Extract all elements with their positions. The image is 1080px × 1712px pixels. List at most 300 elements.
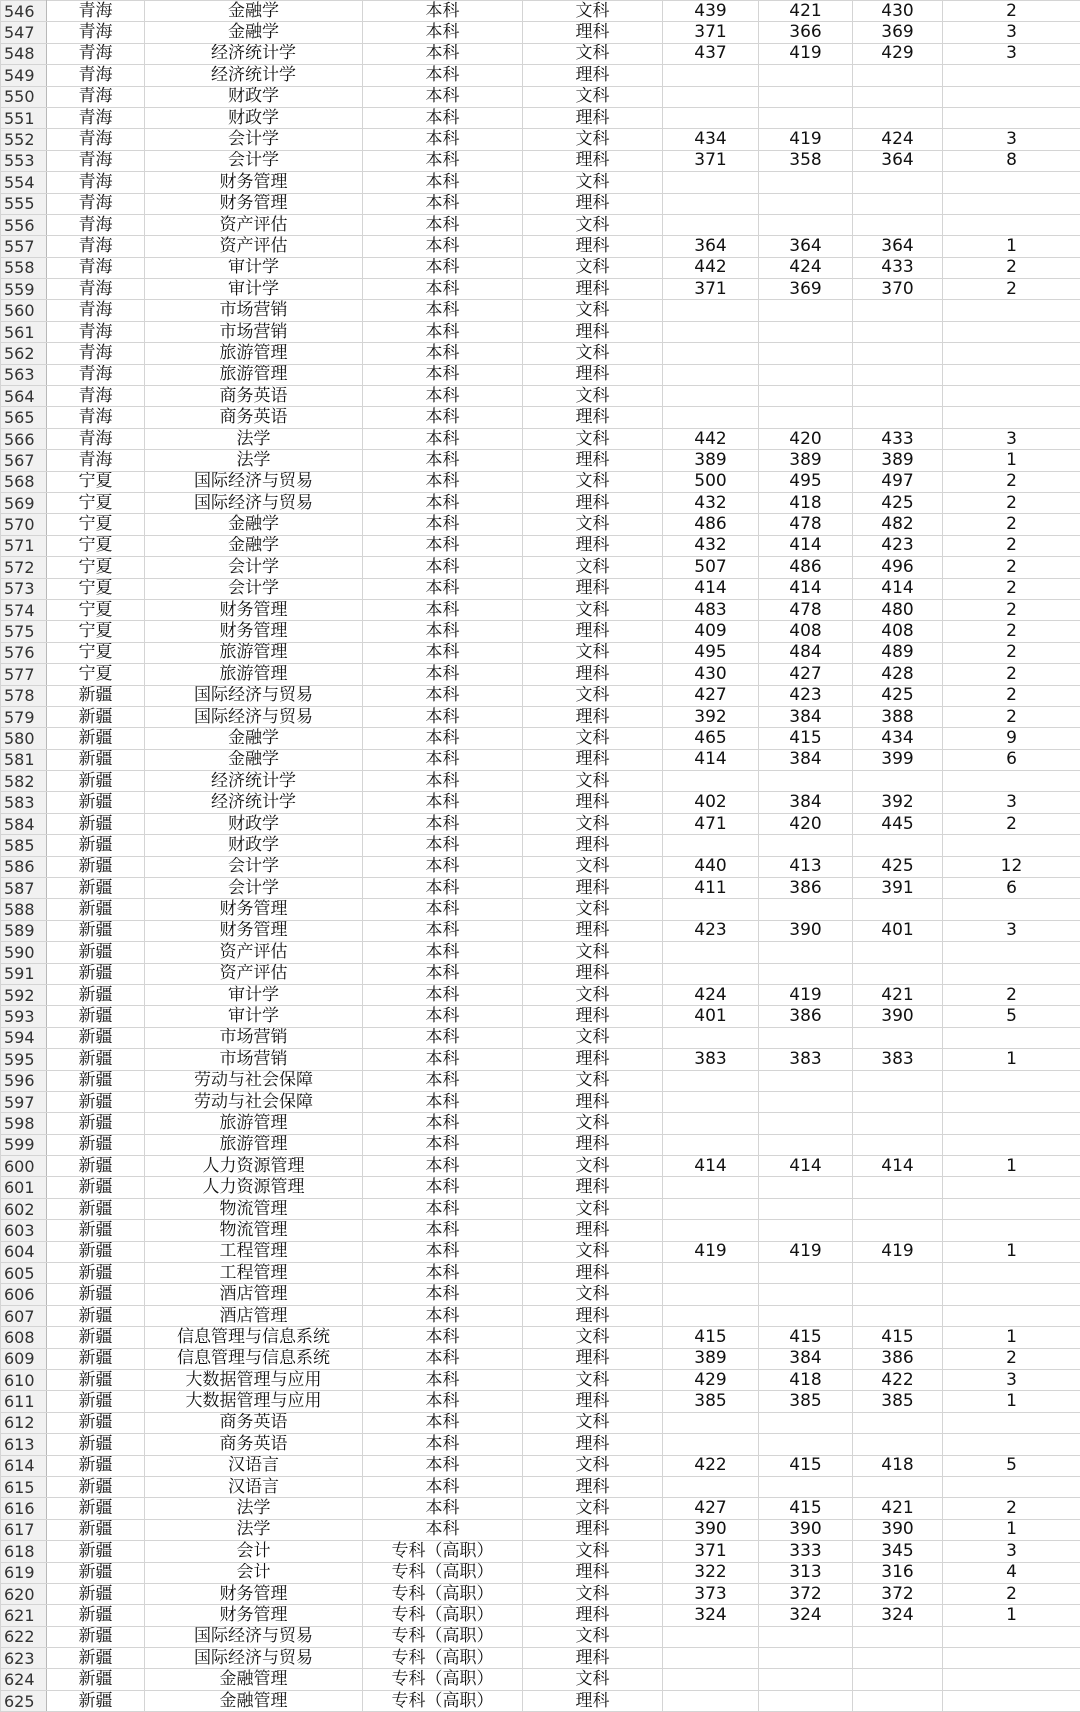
max-score-cell[interactable]: 483 xyxy=(663,599,759,620)
row-number-cell[interactable]: 595 xyxy=(1,1049,47,1070)
count-cell[interactable] xyxy=(943,963,1080,984)
track-cell[interactable]: 文科 xyxy=(523,1541,663,1562)
province-cell[interactable]: 新疆 xyxy=(47,1519,145,1540)
major-cell[interactable]: 商务英语 xyxy=(145,407,363,428)
track-cell[interactable]: 理科 xyxy=(523,1134,663,1155)
count-cell[interactable]: 3 xyxy=(943,22,1080,43)
major-cell[interactable]: 国际经济与贸易 xyxy=(145,492,363,513)
max-score-cell[interactable]: 434 xyxy=(663,129,759,150)
row-number-cell[interactable]: 621 xyxy=(1,1605,47,1626)
row-number-cell[interactable]: 555 xyxy=(1,193,47,214)
max-score-cell[interactable]: 465 xyxy=(663,728,759,749)
row-number-cell[interactable]: 554 xyxy=(1,172,47,193)
count-cell[interactable]: 2 xyxy=(943,578,1080,599)
row-number-cell[interactable]: 607 xyxy=(1,1305,47,1326)
min-score-cell[interactable] xyxy=(759,343,853,364)
province-cell[interactable]: 新疆 xyxy=(47,1391,145,1412)
major-cell[interactable]: 酒店管理 xyxy=(145,1284,363,1305)
count-cell[interactable] xyxy=(943,343,1080,364)
track-cell[interactable]: 文科 xyxy=(523,471,663,492)
major-cell[interactable]: 会计学 xyxy=(145,578,363,599)
track-cell[interactable]: 理科 xyxy=(523,835,663,856)
count-cell[interactable] xyxy=(943,1177,1080,1198)
province-cell[interactable]: 新疆 xyxy=(47,1669,145,1690)
min-score-cell[interactable]: 324 xyxy=(759,1605,853,1626)
max-score-cell[interactable]: 439 xyxy=(663,1,759,22)
count-cell[interactable] xyxy=(943,899,1080,920)
min-score-cell[interactable] xyxy=(759,1648,853,1669)
level-cell[interactable]: 专科（高职） xyxy=(363,1562,523,1583)
major-cell[interactable]: 国际经济与贸易 xyxy=(145,706,363,727)
count-cell[interactable] xyxy=(943,65,1080,86)
major-cell[interactable]: 财务管理 xyxy=(145,899,363,920)
count-cell[interactable]: 2 xyxy=(943,535,1080,556)
count-cell[interactable] xyxy=(943,1134,1080,1155)
level-cell[interactable]: 本科 xyxy=(363,899,523,920)
min-score-cell[interactable] xyxy=(759,899,853,920)
level-cell[interactable]: 本科 xyxy=(363,1434,523,1455)
level-cell[interactable]: 本科 xyxy=(363,1241,523,1262)
level-cell[interactable]: 本科 xyxy=(363,557,523,578)
row-number-cell[interactable]: 625 xyxy=(1,1690,47,1711)
province-cell[interactable]: 青海 xyxy=(47,450,145,471)
row-number-cell[interactable]: 550 xyxy=(1,86,47,107)
avg-score-cell[interactable]: 421 xyxy=(853,984,943,1005)
avg-score-cell[interactable] xyxy=(853,1113,943,1134)
count-cell[interactable] xyxy=(943,300,1080,321)
row-number-cell[interactable]: 609 xyxy=(1,1348,47,1369)
avg-score-cell[interactable]: 408 xyxy=(853,621,943,642)
major-cell[interactable]: 会计学 xyxy=(145,129,363,150)
province-cell[interactable]: 宁夏 xyxy=(47,514,145,535)
count-cell[interactable] xyxy=(943,214,1080,235)
count-cell[interactable]: 2 xyxy=(943,1498,1080,1519)
avg-score-cell[interactable] xyxy=(853,343,943,364)
level-cell[interactable]: 本科 xyxy=(363,535,523,556)
major-cell[interactable]: 金融学 xyxy=(145,535,363,556)
major-cell[interactable]: 汉语言 xyxy=(145,1476,363,1497)
row-number-cell[interactable]: 575 xyxy=(1,621,47,642)
major-cell[interactable]: 财务管理 xyxy=(145,599,363,620)
avg-score-cell[interactable]: 425 xyxy=(853,856,943,877)
min-score-cell[interactable]: 415 xyxy=(759,1455,853,1476)
row-number-cell[interactable]: 599 xyxy=(1,1134,47,1155)
major-cell[interactable]: 市场营销 xyxy=(145,1049,363,1070)
count-cell[interactable]: 8 xyxy=(943,150,1080,171)
count-cell[interactable]: 2 xyxy=(943,664,1080,685)
row-number-cell[interactable]: 608 xyxy=(1,1327,47,1348)
max-score-cell[interactable] xyxy=(663,1690,759,1711)
province-cell[interactable]: 新疆 xyxy=(47,920,145,941)
major-cell[interactable]: 旅游管理 xyxy=(145,1113,363,1134)
count-cell[interactable]: 2 xyxy=(943,1348,1080,1369)
track-cell[interactable]: 文科 xyxy=(523,1498,663,1519)
province-cell[interactable]: 新疆 xyxy=(47,1198,145,1219)
major-cell[interactable]: 旅游管理 xyxy=(145,642,363,663)
avg-score-cell[interactable] xyxy=(853,1412,943,1433)
max-score-cell[interactable] xyxy=(663,899,759,920)
province-cell[interactable]: 青海 xyxy=(47,343,145,364)
count-cell[interactable]: 3 xyxy=(943,129,1080,150)
row-number-cell[interactable]: 614 xyxy=(1,1455,47,1476)
min-score-cell[interactable]: 414 xyxy=(759,535,853,556)
major-cell[interactable]: 金融学 xyxy=(145,22,363,43)
major-cell[interactable]: 经济统计学 xyxy=(145,65,363,86)
track-cell[interactable]: 文科 xyxy=(523,300,663,321)
count-cell[interactable]: 2 xyxy=(943,685,1080,706)
track-cell[interactable]: 理科 xyxy=(523,920,663,941)
track-cell[interactable]: 理科 xyxy=(523,1519,663,1540)
row-number-cell[interactable]: 603 xyxy=(1,1220,47,1241)
avg-score-cell[interactable]: 423 xyxy=(853,535,943,556)
province-cell[interactable]: 新疆 xyxy=(47,1241,145,1262)
row-number-cell[interactable]: 553 xyxy=(1,150,47,171)
level-cell[interactable]: 本科 xyxy=(363,279,523,300)
avg-score-cell[interactable]: 389 xyxy=(853,450,943,471)
min-score-cell[interactable]: 383 xyxy=(759,1049,853,1070)
major-cell[interactable]: 法学 xyxy=(145,1498,363,1519)
major-cell[interactable]: 商务英语 xyxy=(145,386,363,407)
max-score-cell[interactable]: 371 xyxy=(663,150,759,171)
count-cell[interactable] xyxy=(943,1648,1080,1669)
count-cell[interactable]: 2 xyxy=(943,1583,1080,1604)
track-cell[interactable]: 理科 xyxy=(523,492,663,513)
level-cell[interactable]: 本科 xyxy=(363,1476,523,1497)
avg-score-cell[interactable]: 480 xyxy=(853,599,943,620)
count-cell[interactable] xyxy=(943,1027,1080,1048)
max-score-cell[interactable]: 402 xyxy=(663,792,759,813)
province-cell[interactable]: 青海 xyxy=(47,279,145,300)
major-cell[interactable]: 财政学 xyxy=(145,107,363,128)
province-cell[interactable]: 新疆 xyxy=(47,942,145,963)
track-cell[interactable]: 文科 xyxy=(523,813,663,834)
avg-score-cell[interactable]: 372 xyxy=(853,1583,943,1604)
province-cell[interactable]: 新疆 xyxy=(47,1070,145,1091)
avg-score-cell[interactable]: 419 xyxy=(853,1241,943,1262)
min-score-cell[interactable] xyxy=(759,1434,853,1455)
track-cell[interactable]: 理科 xyxy=(523,878,663,899)
count-cell[interactable]: 3 xyxy=(943,43,1080,64)
level-cell[interactable]: 本科 xyxy=(363,1027,523,1048)
province-cell[interactable]: 青海 xyxy=(47,193,145,214)
avg-score-cell[interactable] xyxy=(853,942,943,963)
count-cell[interactable] xyxy=(943,1626,1080,1647)
track-cell[interactable]: 理科 xyxy=(523,150,663,171)
province-cell[interactable]: 宁夏 xyxy=(47,599,145,620)
level-cell[interactable]: 本科 xyxy=(363,1370,523,1391)
count-cell[interactable]: 1 xyxy=(943,450,1080,471)
row-number-cell[interactable]: 577 xyxy=(1,664,47,685)
major-cell[interactable]: 酒店管理 xyxy=(145,1305,363,1326)
count-cell[interactable] xyxy=(943,1284,1080,1305)
track-cell[interactable]: 文科 xyxy=(523,1327,663,1348)
max-score-cell[interactable]: 500 xyxy=(663,471,759,492)
level-cell[interactable]: 本科 xyxy=(363,1113,523,1134)
count-cell[interactable]: 1 xyxy=(943,1327,1080,1348)
row-number-cell[interactable]: 613 xyxy=(1,1434,47,1455)
count-cell[interactable]: 1 xyxy=(943,236,1080,257)
max-score-cell[interactable] xyxy=(663,1220,759,1241)
max-score-cell[interactable] xyxy=(663,407,759,428)
avg-score-cell[interactable]: 388 xyxy=(853,706,943,727)
province-cell[interactable]: 新疆 xyxy=(47,1177,145,1198)
max-score-cell[interactable] xyxy=(663,172,759,193)
track-cell[interactable]: 文科 xyxy=(523,86,663,107)
min-score-cell[interactable]: 384 xyxy=(759,1348,853,1369)
avg-score-cell[interactable]: 428 xyxy=(853,664,943,685)
count-cell[interactable]: 1 xyxy=(943,1049,1080,1070)
track-cell[interactable]: 文科 xyxy=(523,43,663,64)
min-score-cell[interactable]: 419 xyxy=(759,984,853,1005)
track-cell[interactable]: 文科 xyxy=(523,984,663,1005)
level-cell[interactable]: 本科 xyxy=(363,685,523,706)
row-number-cell[interactable]: 592 xyxy=(1,984,47,1005)
row-number-cell[interactable]: 561 xyxy=(1,321,47,342)
row-number-cell[interactable]: 563 xyxy=(1,364,47,385)
province-cell[interactable]: 新疆 xyxy=(47,1305,145,1326)
province-cell[interactable]: 青海 xyxy=(47,172,145,193)
max-score-cell[interactable] xyxy=(663,364,759,385)
count-cell[interactable]: 2 xyxy=(943,279,1080,300)
level-cell[interactable]: 专科（高职） xyxy=(363,1669,523,1690)
max-score-cell[interactable] xyxy=(663,1648,759,1669)
major-cell[interactable]: 财政学 xyxy=(145,86,363,107)
major-cell[interactable]: 汉语言 xyxy=(145,1455,363,1476)
province-cell[interactable]: 新疆 xyxy=(47,1583,145,1604)
max-score-cell[interactable]: 424 xyxy=(663,984,759,1005)
avg-score-cell[interactable] xyxy=(853,86,943,107)
max-score-cell[interactable]: 385 xyxy=(663,1391,759,1412)
track-cell[interactable]: 理科 xyxy=(523,535,663,556)
major-cell[interactable]: 审计学 xyxy=(145,1006,363,1027)
track-cell[interactable]: 理科 xyxy=(523,1177,663,1198)
avg-score-cell[interactable] xyxy=(853,1177,943,1198)
major-cell[interactable]: 大数据管理与应用 xyxy=(145,1391,363,1412)
province-cell[interactable]: 青海 xyxy=(47,300,145,321)
track-cell[interactable]: 文科 xyxy=(523,856,663,877)
level-cell[interactable]: 本科 xyxy=(363,214,523,235)
avg-score-cell[interactable]: 433 xyxy=(853,257,943,278)
min-score-cell[interactable]: 419 xyxy=(759,129,853,150)
max-score-cell[interactable] xyxy=(663,963,759,984)
max-score-cell[interactable] xyxy=(663,386,759,407)
major-cell[interactable]: 经济统计学 xyxy=(145,43,363,64)
max-score-cell[interactable]: 442 xyxy=(663,428,759,449)
count-cell[interactable]: 1 xyxy=(943,1391,1080,1412)
row-number-cell[interactable]: 556 xyxy=(1,214,47,235)
level-cell[interactable]: 专科（高职） xyxy=(363,1605,523,1626)
level-cell[interactable]: 本科 xyxy=(363,664,523,685)
row-number-cell[interactable]: 619 xyxy=(1,1562,47,1583)
max-score-cell[interactable]: 371 xyxy=(663,1541,759,1562)
major-cell[interactable]: 旅游管理 xyxy=(145,364,363,385)
province-cell[interactable]: 新疆 xyxy=(47,1541,145,1562)
major-cell[interactable]: 资产评估 xyxy=(145,963,363,984)
min-score-cell[interactable] xyxy=(759,1220,853,1241)
level-cell[interactable]: 本科 xyxy=(363,1006,523,1027)
track-cell[interactable]: 文科 xyxy=(523,129,663,150)
count-cell[interactable] xyxy=(943,86,1080,107)
max-score-cell[interactable] xyxy=(663,1284,759,1305)
province-cell[interactable]: 新疆 xyxy=(47,1348,145,1369)
min-score-cell[interactable] xyxy=(759,321,853,342)
row-number-cell[interactable]: 566 xyxy=(1,428,47,449)
province-cell[interactable]: 新疆 xyxy=(47,685,145,706)
level-cell[interactable]: 专科（高职） xyxy=(363,1648,523,1669)
province-cell[interactable]: 宁夏 xyxy=(47,557,145,578)
track-cell[interactable]: 文科 xyxy=(523,1,663,22)
avg-score-cell[interactable]: 401 xyxy=(853,920,943,941)
avg-score-cell[interactable] xyxy=(853,1070,943,1091)
max-score-cell[interactable]: 471 xyxy=(663,813,759,834)
min-score-cell[interactable]: 418 xyxy=(759,492,853,513)
level-cell[interactable]: 本科 xyxy=(363,86,523,107)
min-score-cell[interactable]: 414 xyxy=(759,578,853,599)
major-cell[interactable]: 商务英语 xyxy=(145,1434,363,1455)
level-cell[interactable]: 专科（高职） xyxy=(363,1690,523,1711)
max-score-cell[interactable] xyxy=(663,1434,759,1455)
count-cell[interactable]: 3 xyxy=(943,920,1080,941)
province-cell[interactable]: 新疆 xyxy=(47,963,145,984)
major-cell[interactable]: 会计学 xyxy=(145,878,363,899)
track-cell[interactable]: 文科 xyxy=(523,942,663,963)
major-cell[interactable]: 金融学 xyxy=(145,749,363,770)
count-cell[interactable]: 2 xyxy=(943,984,1080,1005)
province-cell[interactable]: 新疆 xyxy=(47,1648,145,1669)
min-score-cell[interactable]: 313 xyxy=(759,1562,853,1583)
row-number-cell[interactable]: 560 xyxy=(1,300,47,321)
avg-score-cell[interactable]: 425 xyxy=(853,492,943,513)
province-cell[interactable]: 新疆 xyxy=(47,984,145,1005)
max-score-cell[interactable] xyxy=(663,1305,759,1326)
count-cell[interactable] xyxy=(943,407,1080,428)
major-cell[interactable]: 信息管理与信息系统 xyxy=(145,1348,363,1369)
min-score-cell[interactable] xyxy=(759,1070,853,1091)
province-cell[interactable]: 新疆 xyxy=(47,1284,145,1305)
max-score-cell[interactable]: 419 xyxy=(663,1241,759,1262)
level-cell[interactable]: 本科 xyxy=(363,450,523,471)
track-cell[interactable]: 理科 xyxy=(523,1220,663,1241)
count-cell[interactable] xyxy=(943,1476,1080,1497)
track-cell[interactable]: 文科 xyxy=(523,1156,663,1177)
min-score-cell[interactable]: 419 xyxy=(759,1241,853,1262)
row-number-cell[interactable]: 569 xyxy=(1,492,47,513)
avg-score-cell[interactable]: 429 xyxy=(853,43,943,64)
track-cell[interactable]: 理科 xyxy=(523,1049,663,1070)
row-number-cell[interactable]: 606 xyxy=(1,1284,47,1305)
avg-score-cell[interactable] xyxy=(853,899,943,920)
row-number-cell[interactable]: 582 xyxy=(1,771,47,792)
track-cell[interactable]: 理科 xyxy=(523,1434,663,1455)
province-cell[interactable]: 新疆 xyxy=(47,792,145,813)
province-cell[interactable]: 新疆 xyxy=(47,835,145,856)
count-cell[interactable] xyxy=(943,1434,1080,1455)
count-cell[interactable] xyxy=(943,321,1080,342)
level-cell[interactable]: 本科 xyxy=(363,193,523,214)
province-cell[interactable]: 新疆 xyxy=(47,1605,145,1626)
avg-score-cell[interactable] xyxy=(853,835,943,856)
min-score-cell[interactable]: 384 xyxy=(759,706,853,727)
track-cell[interactable]: 理科 xyxy=(523,1476,663,1497)
max-score-cell[interactable]: 389 xyxy=(663,450,759,471)
min-score-cell[interactable] xyxy=(759,942,853,963)
major-cell[interactable]: 会计学 xyxy=(145,150,363,171)
province-cell[interactable]: 宁夏 xyxy=(47,621,145,642)
track-cell[interactable]: 文科 xyxy=(523,1027,663,1048)
row-number-cell[interactable]: 601 xyxy=(1,1177,47,1198)
province-cell[interactable]: 青海 xyxy=(47,107,145,128)
row-number-cell[interactable]: 548 xyxy=(1,43,47,64)
row-number-cell[interactable]: 587 xyxy=(1,878,47,899)
province-cell[interactable]: 新疆 xyxy=(47,728,145,749)
level-cell[interactable]: 本科 xyxy=(363,1391,523,1412)
min-score-cell[interactable]: 415 xyxy=(759,1498,853,1519)
major-cell[interactable]: 财务管理 xyxy=(145,1583,363,1604)
count-cell[interactable]: 2 xyxy=(943,257,1080,278)
max-score-cell[interactable]: 409 xyxy=(663,621,759,642)
major-cell[interactable]: 旅游管理 xyxy=(145,1134,363,1155)
count-cell[interactable]: 3 xyxy=(943,792,1080,813)
min-score-cell[interactable] xyxy=(759,1113,853,1134)
min-score-cell[interactable]: 413 xyxy=(759,856,853,877)
level-cell[interactable]: 本科 xyxy=(363,1348,523,1369)
min-score-cell[interactable]: 366 xyxy=(759,22,853,43)
level-cell[interactable]: 本科 xyxy=(363,942,523,963)
track-cell[interactable]: 文科 xyxy=(523,771,663,792)
min-score-cell[interactable]: 415 xyxy=(759,1327,853,1348)
province-cell[interactable]: 青海 xyxy=(47,428,145,449)
level-cell[interactable]: 本科 xyxy=(363,107,523,128)
track-cell[interactable]: 文科 xyxy=(523,257,663,278)
max-score-cell[interactable]: 390 xyxy=(663,1519,759,1540)
avg-score-cell[interactable] xyxy=(853,321,943,342)
track-cell[interactable]: 理科 xyxy=(523,1605,663,1626)
row-number-cell[interactable]: 600 xyxy=(1,1156,47,1177)
avg-score-cell[interactable] xyxy=(853,172,943,193)
count-cell[interactable]: 4 xyxy=(943,1562,1080,1583)
province-cell[interactable]: 青海 xyxy=(47,43,145,64)
row-number-cell[interactable]: 605 xyxy=(1,1263,47,1284)
min-score-cell[interactable] xyxy=(759,1669,853,1690)
track-cell[interactable]: 文科 xyxy=(523,1284,663,1305)
major-cell[interactable]: 审计学 xyxy=(145,984,363,1005)
major-cell[interactable]: 工程管理 xyxy=(145,1241,363,1262)
row-number-cell[interactable]: 551 xyxy=(1,107,47,128)
max-score-cell[interactable]: 373 xyxy=(663,1583,759,1604)
row-number-cell[interactable]: 597 xyxy=(1,1091,47,1112)
level-cell[interactable]: 本科 xyxy=(363,728,523,749)
count-cell[interactable] xyxy=(943,1220,1080,1241)
count-cell[interactable] xyxy=(943,386,1080,407)
avg-score-cell[interactable] xyxy=(853,771,943,792)
row-number-cell[interactable]: 612 xyxy=(1,1412,47,1433)
track-cell[interactable]: 文科 xyxy=(523,1626,663,1647)
avg-score-cell[interactable] xyxy=(853,65,943,86)
province-cell[interactable]: 宁夏 xyxy=(47,642,145,663)
track-cell[interactable]: 文科 xyxy=(523,642,663,663)
avg-score-cell[interactable]: 414 xyxy=(853,578,943,599)
max-score-cell[interactable]: 437 xyxy=(663,43,759,64)
max-score-cell[interactable] xyxy=(663,1669,759,1690)
track-cell[interactable]: 文科 xyxy=(523,899,663,920)
max-score-cell[interactable] xyxy=(663,942,759,963)
level-cell[interactable]: 本科 xyxy=(363,1519,523,1540)
track-cell[interactable]: 文科 xyxy=(523,1113,663,1134)
row-number-cell[interactable]: 546 xyxy=(1,1,47,22)
max-score-cell[interactable]: 364 xyxy=(663,236,759,257)
avg-score-cell[interactable] xyxy=(853,1690,943,1711)
row-number-cell[interactable]: 586 xyxy=(1,856,47,877)
